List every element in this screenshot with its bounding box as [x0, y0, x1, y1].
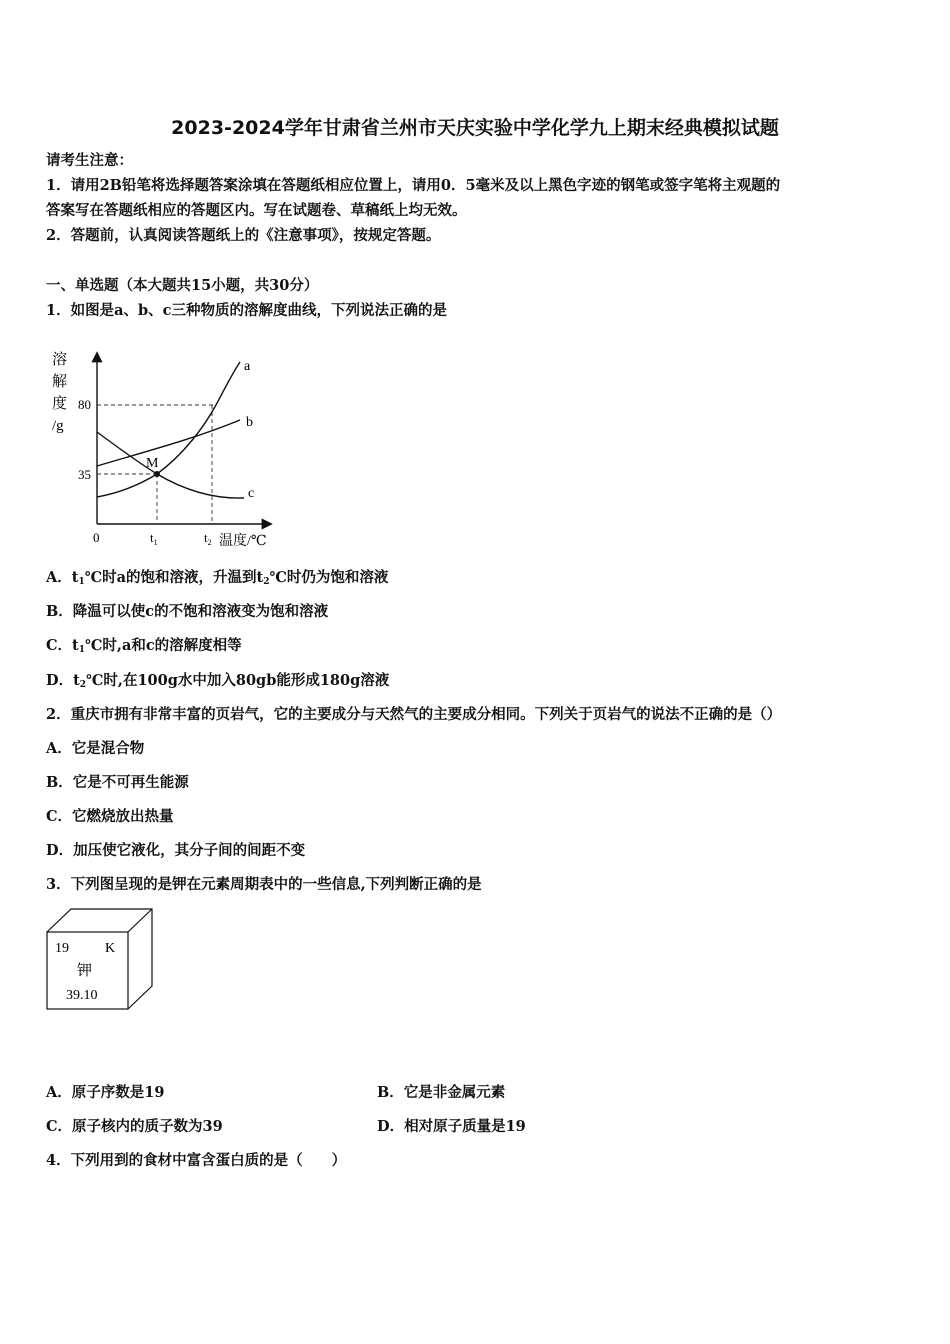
question-2-stem: 2．重庆市拥有非常丰富的页岩气，它的主要成分与天然气的主要成分相同。下列关于页岩气的说法不正确的是（）	[46, 706, 782, 723]
q1-option-a: A．$t_1℃$时a的饱和溶液，升温到$t_2℃$时仍为饱和溶液	[46, 569, 389, 587]
y-label-2: 解	[52, 374, 68, 390]
q1-option-b: B．降温可以使c的不饱和溶液变为饱和溶液	[46, 603, 329, 620]
periodic-table-cell	[44, 906, 159, 1016]
series-label-b: b	[246, 415, 253, 430]
q2-option-b: B．它是不可再生能源	[46, 774, 189, 791]
curve-c	[97, 432, 244, 498]
series-label-a: a	[244, 359, 251, 374]
q2-option-c: C．它燃烧放出热量	[46, 808, 174, 825]
q1-option-c: C．$t_1℃$时,a和c的溶解度相等	[46, 637, 242, 655]
q2-option-a: A．它是混合物	[46, 740, 145, 757]
q3-option-a: A．原子序数是19	[46, 1084, 165, 1101]
x-axis-label: 温度/℃	[219, 534, 267, 549]
question-1-stem: 1．如图是a、b、c三种物质的溶解度曲线，下列说法正确的是	[46, 302, 447, 319]
section-heading: 一、单选题（本大题共15小题，共30分）	[46, 277, 319, 294]
notice-heading: 请考生注意：	[46, 152, 133, 169]
q3-option-d: D．相对原子质量是19	[377, 1118, 526, 1135]
curve-b	[97, 420, 240, 466]
q2-option-d: D．加压使它液化，其分子间的间距不变	[46, 842, 306, 859]
x-tick-t2: $t_2$	[204, 530, 212, 547]
question-3-stem: 3．下列图呈现的是钾在元素周期表中的一些信息,下列判断正确的是	[46, 876, 482, 893]
notice-item-1-cont: 答案写在答题纸相应的答题区内。写在试题卷、草稿纸上均无效。	[46, 202, 467, 219]
notice-item-2: 2．答题前，认真阅读答题纸上的《注意事项》，按规定答题。	[46, 227, 441, 244]
element-symbol: K	[105, 941, 116, 956]
notice-item-1: 1．请用2B铅笔将选择题答案涂填在答题纸相应位置上，请用0．5毫米及以上黑色字迹的钢笔或签字笔将主观题的	[46, 177, 781, 194]
y-tick-80: 80	[78, 397, 91, 412]
y-label-3: 度	[52, 396, 68, 412]
series-label-c: c	[248, 486, 255, 501]
question-4-stem: 4．下列用到的食材中富含蛋白质的是（ ）	[46, 1152, 347, 1169]
curve-a	[97, 362, 240, 497]
x-tick-t1: $t_1$	[150, 530, 158, 547]
atomic-number: 19	[55, 941, 69, 956]
intersection-point-m	[154, 471, 160, 477]
q3-option-b: B．它是非金属元素	[377, 1084, 506, 1101]
solubility-chart	[44, 342, 284, 552]
y-tick-35: 35	[78, 467, 91, 482]
y-label-4: /g	[52, 418, 64, 434]
origin-label: 0	[93, 530, 100, 545]
point-label-m: M	[146, 456, 159, 471]
element-name: 钾	[77, 963, 93, 979]
y-label-1: 溶	[52, 352, 68, 368]
q1-option-d: D．$t_2℃$时,在100g水中加入80gb能形成180g溶液	[46, 672, 390, 690]
atomic-mass: 39.10	[66, 988, 98, 1003]
page-title: 2023-2024学年甘肃省兰州市天庆实验中学化学九上期末经典模拟试题	[171, 117, 779, 139]
q3-option-c: C．原子核内的质子数为39	[46, 1118, 223, 1135]
